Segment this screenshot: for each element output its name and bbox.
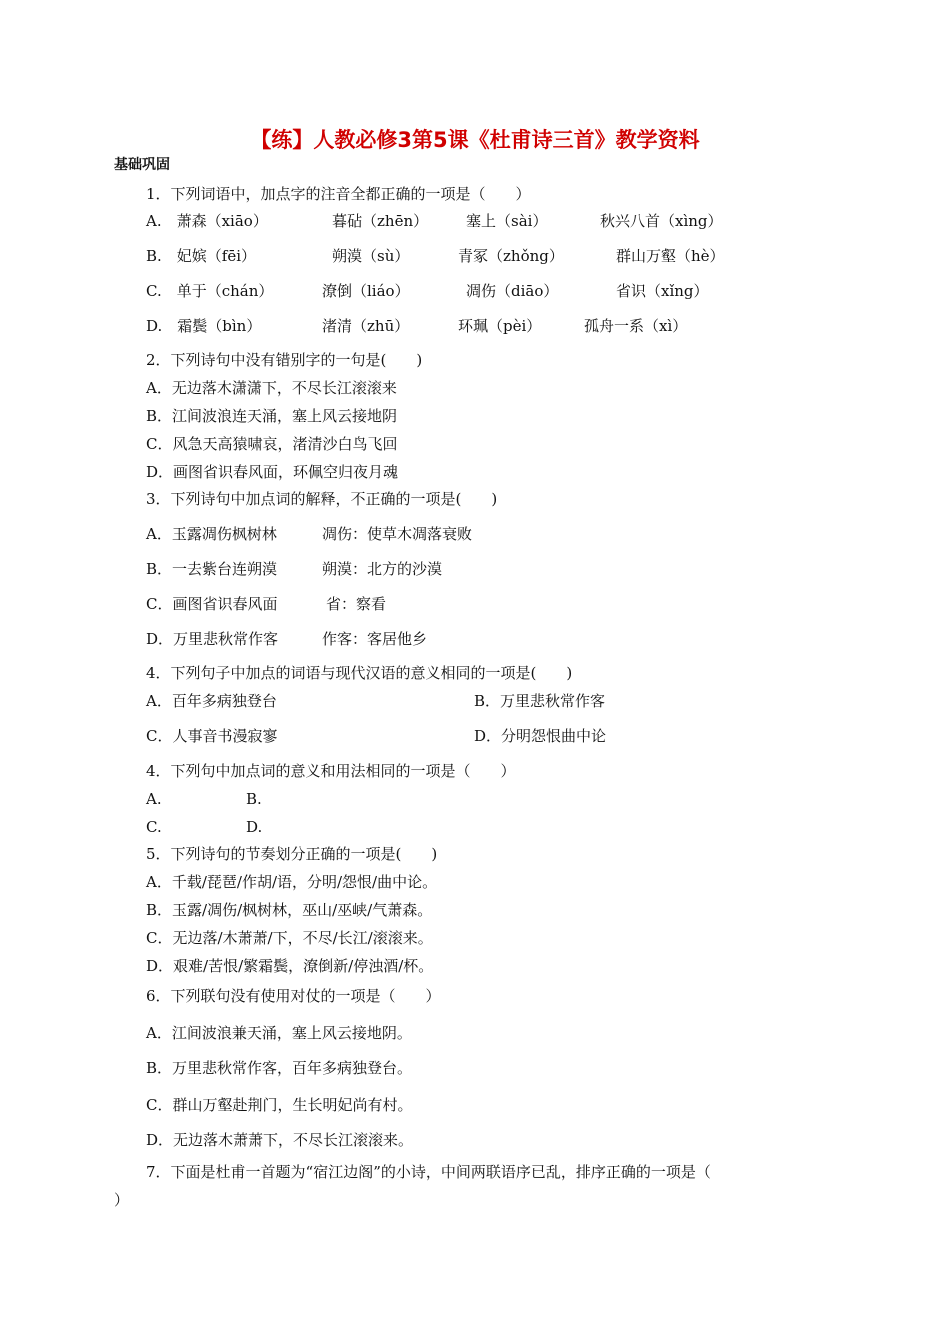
q2-option-c: C．风急天高猿啸哀，渚清沙白鸟飞回: [146, 435, 398, 453]
q1-d-2: 渚清（zhū）: [322, 317, 410, 335]
q6-option-a: A．江间波浪兼天涌，塞上风云接地阴。: [146, 1024, 412, 1042]
q3-stem: 3．下列诗句中加点词的解释，不正确的一项是( ): [146, 490, 498, 508]
q1-d-1: D. 霜鬓（bìn）: [146, 317, 262, 335]
q3-option-d-gloss: 作客：客居他乡: [322, 630, 428, 648]
q3-option-b-gloss: 朔漠：北方的沙漠: [322, 560, 443, 578]
q3-option-a: A．玉露凋伤枫树林: [146, 525, 277, 543]
q6-option-d: D．无边落木萧萧下，不尽长江滚滚来。: [146, 1131, 414, 1149]
q4b-stem: 4．下列句中加点词的意义和用法相同的一项是（ ）: [146, 762, 516, 780]
q4b-option-a: A.: [146, 790, 162, 808]
q1-c-4: 省识（xǐng）: [616, 282, 709, 300]
q4a-option-d: D．分明怨恨曲中论: [474, 727, 607, 745]
q6-stem: 6．下列联句没有使用对仗的一项是（ ）: [146, 987, 441, 1005]
q1-stem: 1．下列词语中，加点字的注音全都正确的一项是（ ）: [146, 185, 531, 203]
q1-d-4: 孤舟一系（xì）: [584, 317, 688, 335]
q1-d-3: 环珮（pèi）: [458, 317, 542, 335]
q7-stem-tail: ）: [114, 1191, 130, 1209]
q1-a-2: 暮砧（zhēn）: [332, 212, 429, 230]
q2-stem: 2．下列诗句中没有错别字的一句是( ): [146, 351, 423, 369]
q1-c-1: C. 单于（chán）: [146, 282, 274, 300]
q4a-stem: 4．下列句子中加点的词语与现代汉语的意义相同的一项是( ): [146, 664, 573, 682]
q3-option-c-gloss: 省：察看: [326, 595, 387, 613]
q1-b-1: B. 妃嫔（fēi）: [146, 247, 257, 265]
q7-stem: 7．下面是杜甫一首题为“宿江边阁”的小诗，中间两联语序已乱，排序正确的一项是（: [146, 1163, 711, 1181]
q3-option-c: C．画图省识春风面: [146, 595, 278, 613]
q1-b-4: 群山万壑（hè）: [616, 247, 725, 265]
q1-c-2: 潦倒（liáo）: [322, 282, 410, 300]
q2-option-d: D．画图省识春风面，环佩空归夜月魂: [146, 463, 399, 481]
q4b-option-b: B.: [246, 790, 262, 808]
q4b-option-d: D.: [246, 818, 263, 836]
q1-a-4: 秋兴八首（xìng）: [600, 212, 723, 230]
q5-option-d: D．艰难/苦恨/繁霜鬓，潦倒新/停浊酒/杯。: [146, 957, 434, 975]
q4a-option-a: A．百年多病独登台: [146, 692, 277, 710]
q4a-option-c: C．人事音书漫寂寥: [146, 727, 278, 745]
q1-b-2: 朔漠（sù）: [332, 247, 410, 265]
q5-option-a: A．千载/琵琶/作胡/语，分明/怨恨/曲中论。: [146, 873, 438, 891]
q5-stem: 5．下列诗句的节奏划分正确的一项是( ): [146, 845, 438, 863]
q1-a-1: A. 萧森（xiāo）: [146, 212, 268, 230]
q3-option-a-gloss: 凋伤：使草木凋落衰败: [322, 525, 473, 543]
q1-a-3: 塞上（sài）: [466, 212, 548, 230]
q1-b-3: 青冢（zhǒng）: [458, 247, 564, 265]
section-heading: 基础巩固: [114, 157, 170, 173]
q6-option-c: C．群山万壑赴荆门，生长明妃尚有村。: [146, 1096, 413, 1114]
q4b-option-c: C.: [146, 818, 162, 836]
q2-option-a: A．无边落木潇潇下，不尽长江滚滚来: [146, 379, 397, 397]
q6-option-b: B．万里悲秋常作客，百年多病独登台。: [146, 1059, 413, 1077]
q4a-option-b: B．万里悲秋常作客: [474, 692, 606, 710]
q3-option-d: D．万里悲秋常作客: [146, 630, 279, 648]
page-title: 【练】人教必修3第5课《杜甫诗三首》教学资料: [250, 128, 700, 152]
q3-option-b: B．一去紫台连朔漠: [146, 560, 278, 578]
q1-c-3: 凋伤（diāo）: [466, 282, 559, 300]
q5-option-c: C．无边落/木萧萧/下，不尽/长江/滚滚来。: [146, 929, 433, 947]
q2-option-b: B．江间波浪连天涌，塞上风云接地阴: [146, 407, 398, 425]
q5-option-b: B．玉露/凋伤/枫树林，巫山/巫峡/气萧森。: [146, 901, 433, 919]
